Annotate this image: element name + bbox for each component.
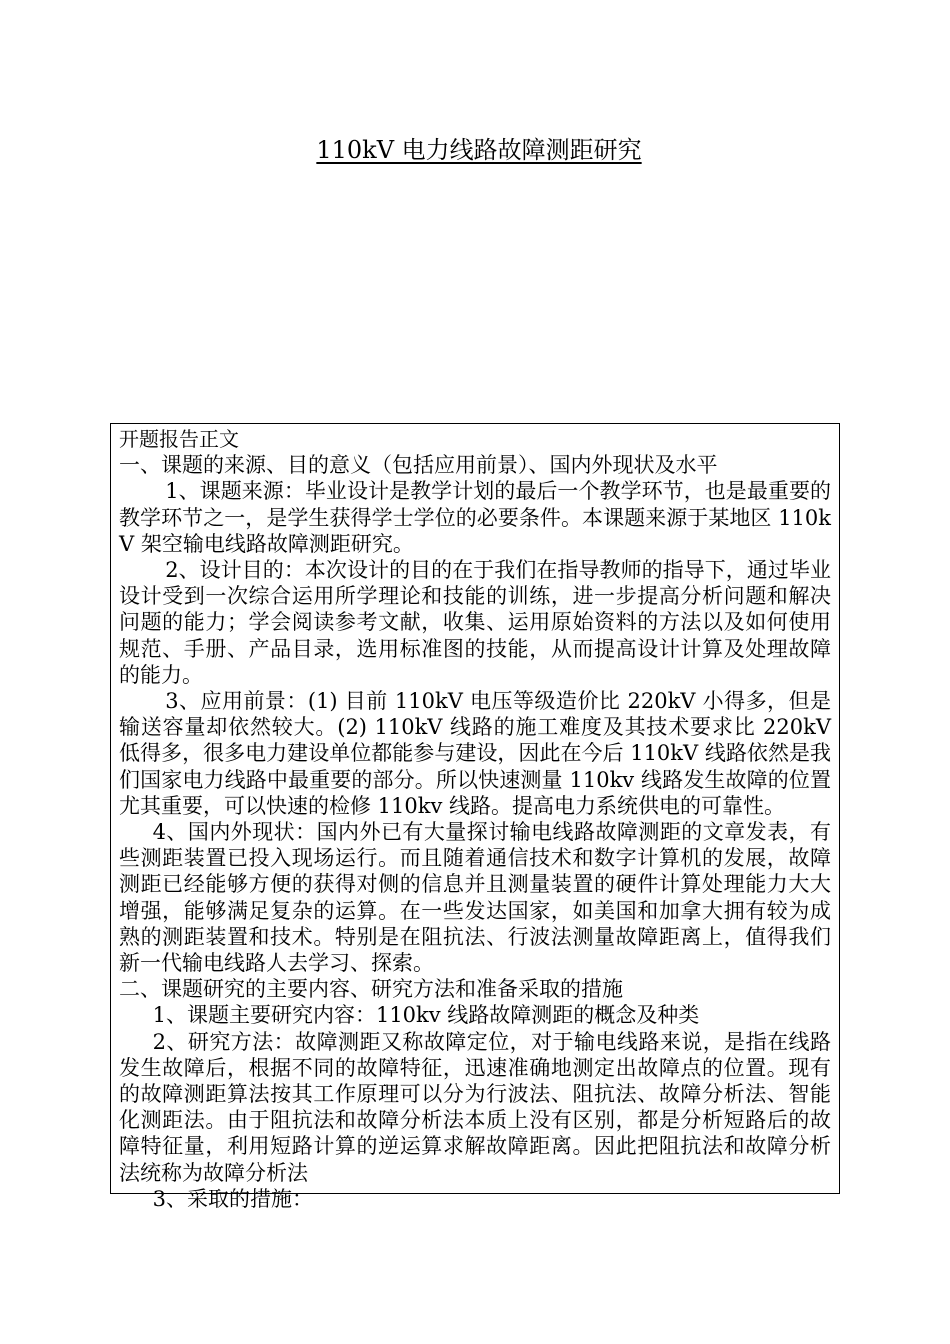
report-body-box bbox=[110, 423, 840, 1211]
paragraph-application-prospect: 3、应用前景：(1) 目前 110kV 电压等级造价比 220kV 小得多，但是输送容量却依然较大。(2) 110kV 线路的施工难度及其技术要求比 220kV 低得多，很多电力建设单位都能参与建设，因此在今后 110kV 线路依然是我们国家电力线路中最重要的部分。所以快速测量 110kv 线路发生故障的位置尤其重要，可以快速的检修 110kv 线路。提高电力系统供电的可靠性。 bbox=[119, 689, 831, 818]
section-2-heading: 二、课题研究的主要内容、研究方法和准备采取的措施 bbox=[119, 977, 623, 1002]
report-heading: 开题报告正文 bbox=[119, 427, 239, 451]
document-title bbox=[0, 132, 950, 168]
paragraph-measures: 3、采取的措施： bbox=[152, 1186, 313, 1211]
paragraph-research-content: 1、课题主要研究内容：110kv 线路故障测距的概念及种类 bbox=[152, 1003, 700, 1028]
paragraph-design-purpose: 2、设计目的：本次设计的目的在于我们在指导教师的指导下，通过毕业设计受到一次综合运用所学理论和技能的训练，进一步提高分析问题和解决问题的能力；学会阅读参考文献，收集、运用原始资料的方法以及如何使用规范、手册、产品目录，选用标准图的技能，从而提高设计计算及处理故障的能力。 bbox=[119, 558, 831, 687]
section-1-heading: 一、课题的来源、目的意义（包括应用前景）、国内外现状及水平 bbox=[119, 453, 718, 478]
document-title-text: 110kV 电力线路故障测距研究 bbox=[316, 136, 642, 164]
paragraph-current-status: 4、国内外现状：国内外已有大量探讨输电线路故障测距的文章发表，有些测距装置已投入现场运行。而且随着通信技术和数字计算机的发展，故障测距已经能够方便的获得对侧的信息并且测量装置的硬件计算处理能力大大增强，能够满足复杂的运算。在一些发达国家，如美国和加拿大拥有较为成熟的测距装置和技术。特别是在阻抗法、行波法测量故障距离上，值得我们新一代输电线路人去学习、探索。 bbox=[119, 820, 831, 976]
paragraph-topic-source: 1、课题来源：毕业设计是教学计划的最后一个教学环节，也是最重要的教学环节之一，是学生获得学士学位的必要条件。本课题来源于某地区 110kV 架空输电线路故障测距研究。 bbox=[119, 479, 831, 556]
paragraph-research-method: 2、研究方法：故障测距又称故障定位，对于输电线路来说，是指在线路发生故障后，根据不同的故障特征，迅速准确地测定出故障点的位置。现有的故障测距算法按其工作原理可以分为行波法、阻抗法、故障分析法、智能化测距法。由于阻抗法和故障分析法本质上没有区别，都是分析短路后的故障特征量，利用短路计算的逆运算求解故障距离。因此把阻抗法和故障分析法统称为故障分析法 bbox=[119, 1029, 831, 1185]
